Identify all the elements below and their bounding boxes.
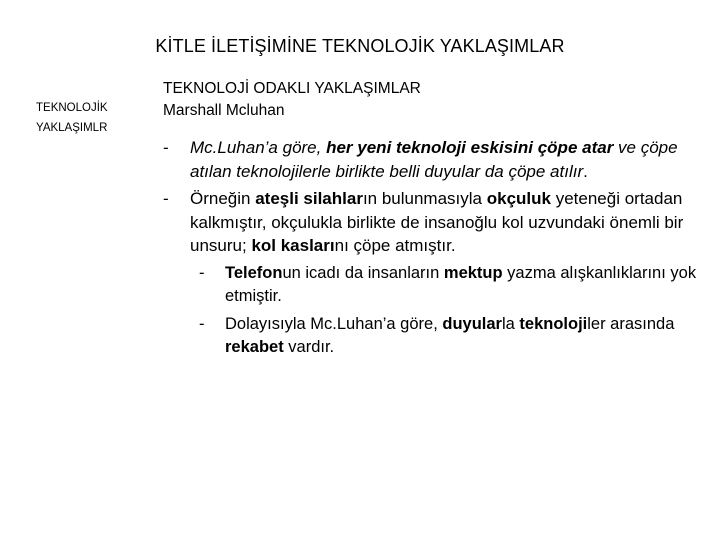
bullet-text: nı çöpe atmıştır. (334, 236, 456, 255)
bullet-text: ın bulunmasıyla (362, 189, 487, 208)
bullet-dash: - (163, 189, 169, 208)
bullet-dash: - (199, 263, 205, 282)
bullet-text: Dolayısıyla Mc.Luhan’a göre, (225, 314, 443, 333)
bullet-text: vardır. (283, 338, 335, 356)
bullet-text-bold: rekabet (225, 338, 284, 356)
bullet-text-bold: Telefon (225, 263, 283, 282)
bullet-text: la (501, 314, 520, 333)
bullet-text: yazma alışkanlıklarını yok etmiştir. (225, 263, 697, 305)
bullet-text-bold: mektup (443, 263, 503, 282)
bullet-dash: - (163, 138, 169, 157)
bullet-item (163, 136, 715, 183)
bullet-text: un icadı da insanların (282, 263, 444, 282)
side-label-line1: TEKNOLOJİK (36, 102, 108, 114)
bullet-text-bold: kol kasları (251, 236, 335, 255)
sub-bullet-item (199, 262, 715, 309)
bullet-text: Mc.Luhan’a göre, (190, 138, 327, 157)
bullet-text-bold: okçuluk (486, 189, 551, 208)
bullet-dash: - (199, 314, 205, 333)
sub-bullet-item (199, 313, 715, 360)
bullet-text-bold: teknoloji (519, 314, 588, 333)
side-label-line2: YAKLAŞIMLR (36, 122, 108, 134)
bullet-text-bold: duyular (442, 314, 502, 333)
section-heading: TEKNOLOJİ ODAKLI YAKLAŞIMLAR (163, 80, 421, 97)
slide-title: KİTLE İLETİŞİMİNE TEKNOLOJİK YAKLAŞIMLAR (155, 36, 565, 56)
bullet-text: yeteneği ortadan kalkmıştır, okçulukla birlikte de insanoğlu kol uzvundaki önemli bir unsuru; (190, 189, 684, 255)
bullet-text: Örneğin (190, 189, 256, 208)
bullet-text: ler arasında (587, 314, 675, 333)
author-name: Marshall Mcluhan (163, 102, 285, 119)
slide-content (163, 78, 715, 364)
bullet-text: . (583, 161, 588, 181)
bullet-text-bold: ateşli silahlar (255, 189, 363, 208)
bullet-item (163, 187, 715, 258)
bullet-text-bold: her yeni teknoloji eskisini çöpe atar (326, 138, 614, 157)
bullet-list (163, 136, 715, 360)
bullet-text: ve çöpe atılan teknolojilerle birlikte belli duyular da çöpe atılır (190, 138, 678, 181)
side-label (36, 98, 126, 138)
